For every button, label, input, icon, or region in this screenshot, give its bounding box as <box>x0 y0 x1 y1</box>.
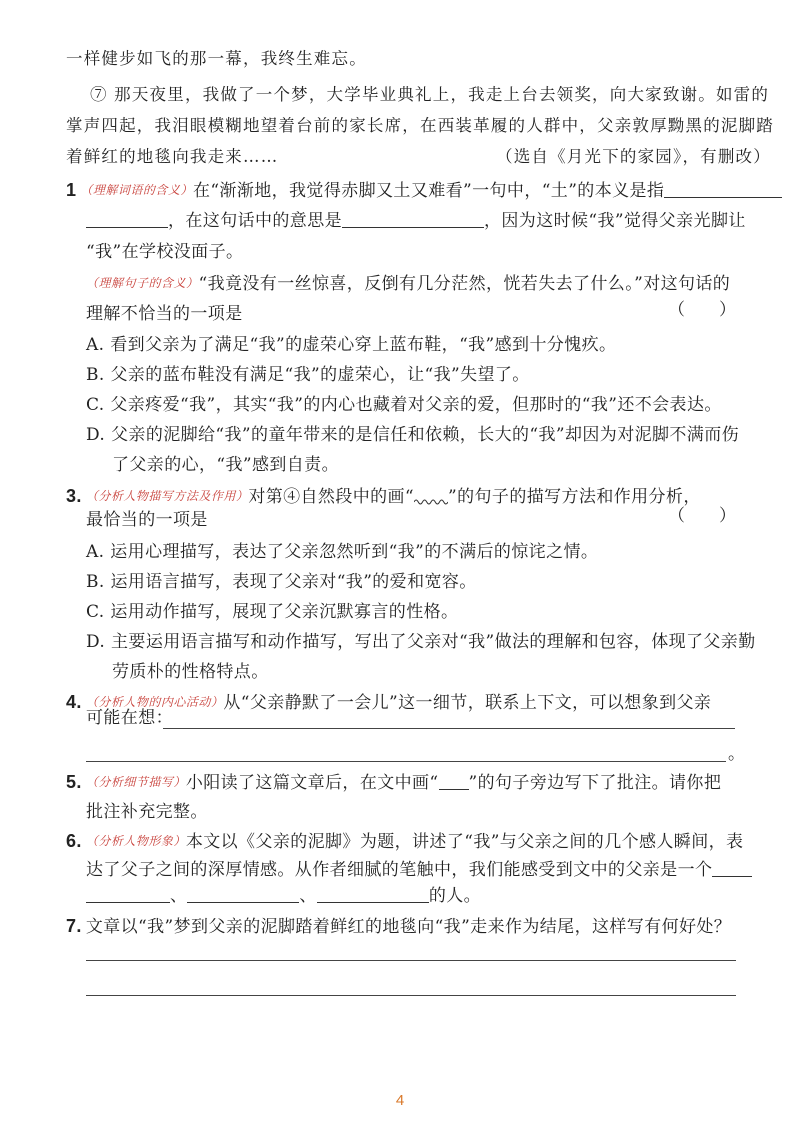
question-2-option-b[interactable]: B. 父亲的蓝布鞋没有满足“我”的虚荣心，让“我”失望了。 <box>86 365 530 385</box>
question-1 <box>66 178 782 203</box>
question-6-blank-3[interactable] <box>317 886 429 903</box>
question-5-text-a2: ”的句子旁边写下了批注。请你把 <box>468 773 722 793</box>
question-1-number: 1 <box>66 180 77 200</box>
question-2-tag: （理解句子的含义） <box>86 276 199 290</box>
page-number: 4 <box>395 1092 405 1109</box>
question-2-option-a[interactable]: A. 看到父亲为了满足“我”的虚荣心穿上蓝布鞋，“我”感到十分愧疚。 <box>86 335 617 355</box>
question-7 <box>66 914 731 939</box>
question-2-option-d-cont: 了父亲的心，“我”感到自责。 <box>112 455 339 475</box>
passage-source: （选自《月光下的家园》，有删改） <box>496 147 771 166</box>
question-4-text-a: 从“父亲静默了一会儿”这一细节，联系上下文，可以想象到父亲 <box>223 693 712 713</box>
question-3-text-a2: ”的句子的描写方法和作用分析， <box>448 487 701 507</box>
question-3-option-d-cont: 劳质朴的性格特点。 <box>112 662 269 682</box>
question-2-answer-paren[interactable]: （ ） <box>668 300 736 320</box>
question-3-option-b[interactable]: B. 运用语言描写，表现了父亲对“我”的爱和宽容。 <box>86 572 477 592</box>
question-4-text-b: 可能在想： <box>86 708 173 728</box>
question-3-option-c[interactable]: C. 运用动作描写，展现了父亲沉默寡言的性格。 <box>86 602 459 622</box>
question-7-number: 7. <box>66 916 82 936</box>
question-5-text-a: 小阳读了这篇文章后，在文中画“ <box>185 773 439 793</box>
question-4-number: 4. <box>66 692 82 712</box>
straight-underline-icon <box>439 773 469 790</box>
question-1-line-2 <box>86 209 746 233</box>
passage-line-1: 一样健步如飞的那一幕，我终生难忘。 <box>66 49 367 68</box>
question-1-text-a: 在“渐渐地，我觉得赤脚又土又难看”一句中，“土”的本义是指 <box>192 181 665 201</box>
question-6-sep-2: 、 <box>299 886 317 906</box>
question-1-blank-1[interactable] <box>664 181 782 198</box>
question-6-blank-2[interactable] <box>187 886 299 903</box>
question-6-text-a: 本文以《父亲的泥脚》为题，讲述了“我”与父亲之间的几个感人瞬间，表 <box>185 832 744 852</box>
question-4-tag: （分析人物的内心活动） <box>85 695 224 709</box>
question-7-answer-line-2[interactable] <box>86 995 736 996</box>
question-1-tag: （理解词语的含义） <box>80 183 193 197</box>
question-3-option-a[interactable]: A. 运用心理描写，表达了父亲忽然听到“我”的不满后的惊诧之情。 <box>86 542 599 562</box>
question-7-text-a: 文章以“我”梦到父亲的泥脚踏着鲜红的地毯向“我”走来作为结尾，这样写有何好处？ <box>85 917 732 937</box>
question-3-tag: （分析人物描写方法及作用） <box>85 489 249 503</box>
question-6-blank-1b[interactable] <box>86 886 170 903</box>
question-5-number: 5. <box>66 772 82 792</box>
question-6-sep-1: 、 <box>170 886 188 906</box>
question-1-text-b: ，在这句话中的意思是 <box>168 211 342 231</box>
question-3 <box>66 484 701 509</box>
question-5-text-b: 批注补充完整。 <box>86 802 208 822</box>
question-6 <box>66 829 743 854</box>
question-6-line-2 <box>86 858 752 882</box>
question-2-text-b: 理解不恰当的一项是 <box>86 304 243 324</box>
wavy-underline-icon <box>414 498 448 506</box>
question-1-blank-2[interactable] <box>342 211 484 228</box>
question-1-blank-1b[interactable] <box>86 211 168 228</box>
question-6-line-3 <box>86 884 481 908</box>
passage-line-4: 着鲜红的地毯向我走来…… <box>66 147 279 166</box>
question-2-option-d[interactable]: D. 父亲的泥脚给“我”的童年带来的是信任和依赖，长大的“我”却因为对泥脚不满而伤 <box>86 425 739 445</box>
question-5 <box>66 770 721 795</box>
passage-line-3: 掌声四起，我泪眼模糊地望着台前的家长席，在西装革履的人群中，父亲敦厚黝黑的泥脚踏 <box>66 116 774 135</box>
question-3-text-a: 对第④自然段中的画“ <box>248 487 415 507</box>
question-6-text-c: 的人。 <box>428 886 482 906</box>
question-4-end: 。 <box>728 744 746 764</box>
question-2-option-c[interactable]: C. 父亲疼爱“我”，其实“我”的内心也藏着对父亲的爱，但那时的“我”还不会表达。 <box>86 395 722 415</box>
question-6-text-b: 达了父子之间的深厚情感。从作者细腻的笔触中，我们能感受到文中的父亲是一个 <box>86 860 713 880</box>
question-1-text-d: “我”在学校没面子。 <box>86 242 244 262</box>
question-3-option-d[interactable]: D. 主要运用语言描写和动作描写，写出了父亲对“我”做法的理解和包容，体现了父亲勤 <box>86 632 756 652</box>
question-6-blank-1[interactable] <box>712 860 752 877</box>
question-1-text-c: ，因为这时候“我”觉得父亲光脚让 <box>484 211 746 231</box>
passage-line-2: ⑦ 那天夜里，我做了一个梦，大学毕业典礼上，我走上台去领奖，向大家致谢。如雷的 <box>90 85 770 104</box>
question-6-tag: （分析人物形象） <box>85 834 186 848</box>
question-5-tag: （分析细节描写） <box>85 775 186 789</box>
question-3-text-b: 最恰当的一项是 <box>86 510 208 530</box>
question-6-number: 6. <box>66 831 82 851</box>
question-2-text-a: “我竟没有一丝惊喜，反倒有几分茫然，恍若失去了什么。”对这句话的 <box>198 274 731 294</box>
question-4-answer-line-1[interactable] <box>163 728 735 729</box>
question-3-number: 3. <box>66 486 82 506</box>
question-4-answer-line-2[interactable] <box>86 761 726 762</box>
question-3-answer-paren[interactable]: （ ） <box>668 506 736 526</box>
question-2 <box>86 271 730 296</box>
question-7-answer-line-1[interactable] <box>86 960 736 961</box>
